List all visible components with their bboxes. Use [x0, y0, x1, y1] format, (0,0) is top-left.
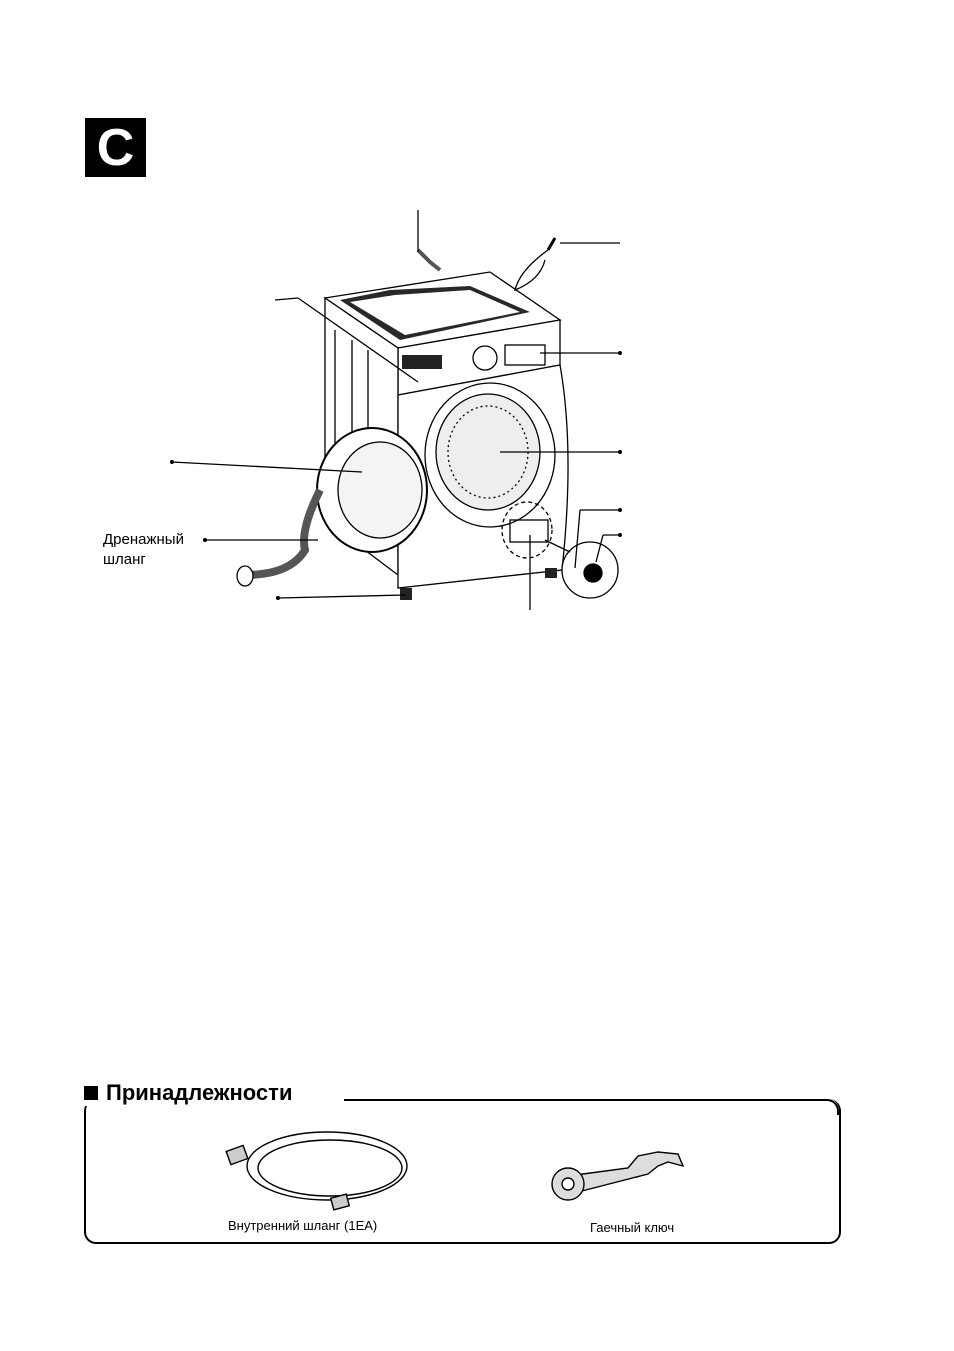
- drain-hose-label-line1: Дренажный: [103, 531, 184, 548]
- wrench-icon: [548, 1144, 693, 1204]
- accessories-heading-text: Принадлежности: [106, 1080, 293, 1105]
- accessories-box: [84, 1099, 841, 1244]
- wrench-caption: Гаечный ключ: [590, 1220, 675, 1235]
- square-bullet-icon: [84, 1086, 98, 1100]
- accessories-box-top-line: [344, 1099, 824, 1101]
- inlet-hose-icon: [222, 1118, 412, 1214]
- drain-hose-label-line2: шланг: [103, 551, 146, 568]
- section-badge: C: [85, 118, 146, 177]
- drain-hose-label: [103, 530, 184, 570]
- accessories-heading: [84, 1080, 300, 1106]
- inlet-hose-caption: Внутренний шланг (1EA): [228, 1218, 378, 1233]
